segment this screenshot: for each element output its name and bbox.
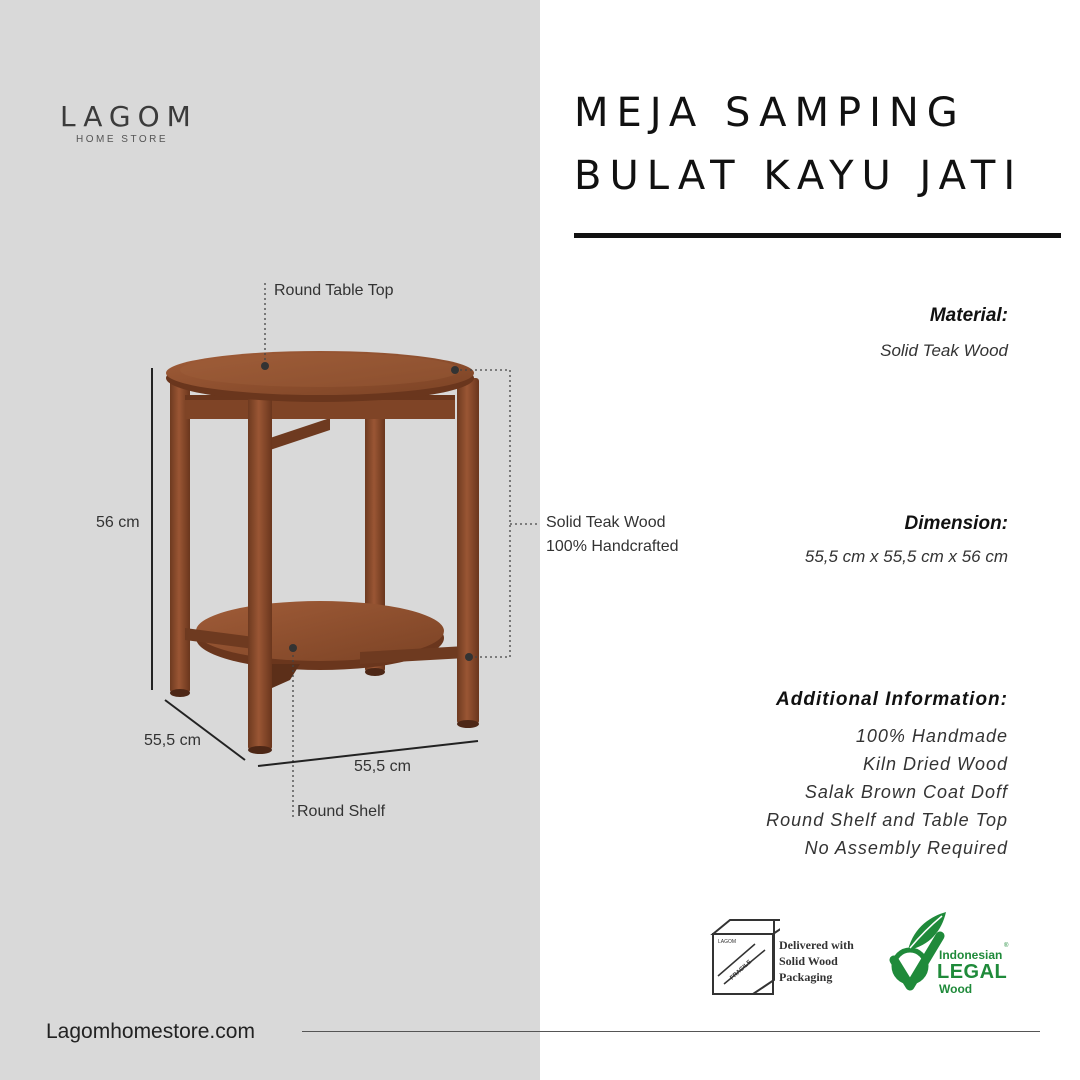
- label-depth: 55,5 cm: [144, 732, 201, 749]
- website-link[interactable]: Lagomhomestore.com: [46, 1020, 255, 1043]
- legal-text-line-3: Wood: [939, 982, 973, 996]
- list-item: No Assembly Required: [804, 838, 1008, 858]
- dimension-heading: Dimension:: [904, 513, 1008, 534]
- packaging-badge-text: [779, 937, 854, 985]
- list-item: Round Shelf and Table Top: [766, 810, 1008, 830]
- label-width: 55,5 cm: [354, 758, 411, 775]
- label-round-table-top: Round Table Top: [274, 282, 394, 299]
- list-item: Kiln Dried Wood: [862, 754, 1008, 774]
- brand-tagline: HOME STORE: [76, 134, 169, 145]
- footer-divider: [302, 1031, 1040, 1032]
- legal-text-line-2: LEGAL: [937, 961, 1008, 983]
- dimension-value: 55,5 cm x 55,5 cm x 56 cm: [804, 547, 1008, 566]
- fragile-box-icon: [710, 916, 780, 998]
- label-round-shelf: Round Shelf: [297, 803, 386, 820]
- additional-info-heading: Additional Information:: [776, 689, 1008, 710]
- label-height: 56 cm: [96, 514, 140, 531]
- label-handcrafted: 100% Handcrafted: [546, 538, 679, 555]
- list-item: Salak Brown Coat Doff: [804, 782, 1008, 802]
- label-solid-teak-wood: Solid Teak Wood: [546, 514, 666, 531]
- material-value: Solid Teak Wood: [880, 341, 1008, 360]
- additional-info-list: [766, 722, 1008, 862]
- packaging-line-2: Solid Wood: [779, 954, 838, 968]
- registered-mark: ®: [1004, 943, 1009, 949]
- list-item: 100% Handmade: [855, 726, 1008, 746]
- box-brand-text: LAGOM: [718, 939, 737, 945]
- brand-logo: LAGOM: [60, 100, 198, 133]
- page-title-line-1: MEJA SAMPING: [574, 90, 966, 136]
- page-title-line-2: BULAT KAYU JATI: [574, 153, 1024, 199]
- box-fragile-text: FRAGILE: [729, 959, 753, 982]
- title-divider: [574, 233, 1061, 238]
- right-leg: [457, 378, 479, 724]
- packaging-line-1: Delivered with: [779, 938, 854, 952]
- left-leg: [170, 375, 190, 693]
- material-heading: Material:: [929, 305, 1008, 326]
- packaging-line-3: Packaging: [779, 970, 833, 984]
- legal-text-line-1: Indonesian: [939, 948, 1003, 962]
- front-leg: [248, 392, 272, 750]
